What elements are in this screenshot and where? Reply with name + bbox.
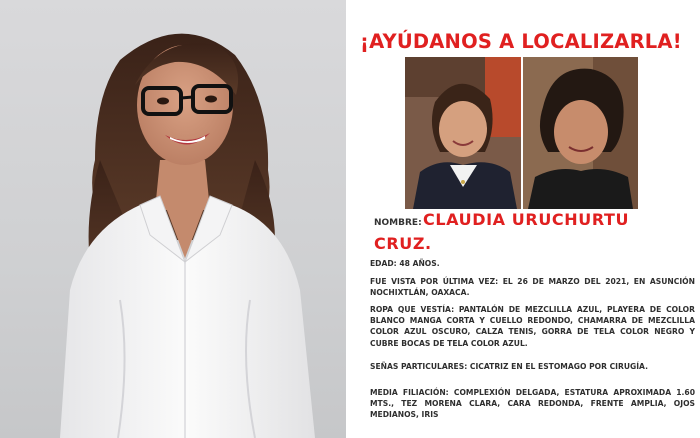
physical-description-text: MEDIA FILIACIÓN: COMPLEXIÓN DELGADA, ESTATURA APROXIMADA 1.60 MTS., TEZ MORENA CLARA, CARA REDONDA, FRENTE AMPLIA, OJOS MEDIANOS, IRIS [370,388,695,420]
name-label: NOMBRE: [374,218,422,228]
missing-person-poster [346,0,700,438]
person-name-line1: CLAUDIA URUCHURTU [423,210,630,229]
last-seen-text: FUE VISTA POR ÚLTIMA VEZ: EL 26 DE MARZO DEL 2021, EN ASUNCIÓN NOCHIXTLÁN, OAXACA. [370,277,695,298]
age-text: EDAD: 48 AÑOS. [370,259,440,268]
person-name-line2: CRUZ. [374,234,432,253]
poster-photo-left [405,57,521,209]
clothing-text: ROPA QUE VESTÍA: PANTALÓN DE MEZCLILLA AZUL, PLAYERA DE COLOR BLANCO MANGA CORTA Y CUELLO REDONDO, CHAMARRA DE MEZCLILLA COLOR AZUL OSCURO, CALZA TENIS, GORRA DE TELA COLOR NEGRO Y CUBRE BOCAS DE TELA COLOR AZUL. [370,305,695,348]
poster-photo-right [523,57,638,209]
poster-headline: ¡AYÚDANOS A LOCALIZARLA! [360,30,682,53]
portrait-photo [0,0,346,438]
distinguishing-marks-text: SEÑAS PARTICULARES: CICATRIZ EN EL ESTOMAGO POR CIRUGÍA. [370,362,648,371]
